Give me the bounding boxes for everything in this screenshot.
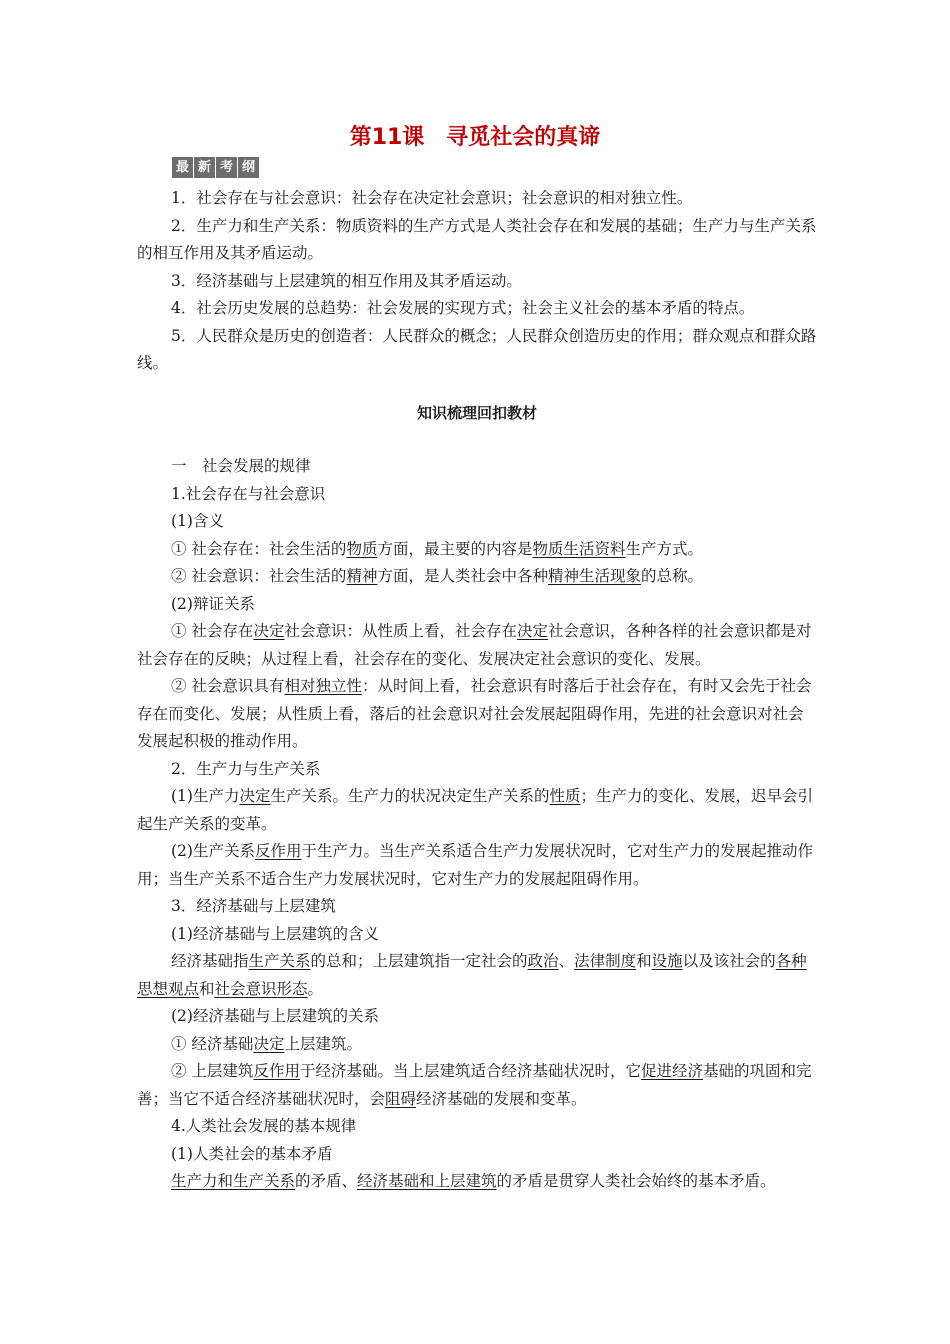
subheading: 4.人类社会发展的基本规律: [171, 1117, 357, 1135]
badge-char: 最: [172, 157, 193, 178]
paragraph: (2)生产关系反作用于生产力。当生产关系适合生产力发展状况时，它对生产力的发展起推动作用；当生产关系不适合生产力发展状况时，它对生产力的发展起阻碍作用。: [137, 842, 813, 888]
subheading: (1)含义: [171, 512, 224, 530]
subheading: 3．经济基础与上层建筑: [171, 897, 336, 915]
badge-char: 考: [216, 157, 237, 178]
answer-blank: 性质: [549, 787, 581, 805]
subheading: (1)经济基础与上层建筑的含义: [171, 924, 379, 943]
badge-char: 新: [194, 157, 215, 178]
subheading: (2)辩证关系: [171, 594, 255, 613]
answer-blank: 生产关系: [248, 952, 311, 970]
answer-blank: 物质生活资料: [532, 539, 626, 558]
outline-item: 3．经济基础与上层建筑的相互作用及其矛盾运动。: [171, 271, 522, 290]
answer-blank: 决定: [253, 1034, 285, 1053]
outline-item: 5．人民群众是历史的创造者：人民群众的概念；人民群众创造历史的作用；群众观点和群众路线。: [137, 326, 817, 372]
outline-item: 1．社会存在与社会意识：社会存在决定社会意识；社会意识的相对独立性。: [171, 189, 693, 207]
answer-blank: 设施: [651, 952, 683, 970]
subheading: 1.社会存在与社会意识: [171, 484, 326, 503]
heading-level1: 一 社会发展的规律: [171, 457, 311, 475]
answer-blank: 精神: [346, 567, 378, 585]
section-title: 知识梳理回扣教材: [416, 403, 537, 422]
answer-blank: 生产力和生产关系: [171, 1172, 296, 1190]
subheading: (2)经济基础与上层建筑的关系: [171, 1007, 379, 1025]
answer-blank: 促进经济: [640, 1062, 703, 1080]
outline-item: 4．社会历史发展的总趋势：社会发展的实现方式；社会主义社会的基本矛盾的特点。: [171, 299, 755, 317]
answer-blank: 决定: [239, 787, 271, 805]
outline-item: 2．生产力和生产关系：物质资料的生产方式是人类社会存在和发展的基础；生产力与生产关系的相互作用及其矛盾运动。: [137, 216, 817, 262]
answer-blank: 法律制度: [574, 952, 637, 970]
answer-blank: 反作用: [254, 842, 302, 860]
paragraph: ② 社会意识：社会生活的精神方面，是人类社会中各种精神生活现象的总称。: [171, 567, 703, 585]
answer-blank: 反作用: [253, 1062, 300, 1080]
answer-blank: 经济基础和上层建筑: [357, 1172, 497, 1190]
answer-blank: 社会意识形态: [214, 979, 308, 998]
paragraph: (1)生产力决定生产关系。生产力的状况决定生产关系的性质；生产力的变化、发展，迟早会引起生产关系的变革。: [137, 787, 814, 833]
answer-blank: 精神生活现象: [547, 567, 641, 585]
answer-blank: 各种思想观点: [137, 952, 807, 998]
answer-blank: 物质: [346, 539, 378, 558]
paragraph: 生产力和生产关系的矛盾、经济基础和上层建筑的矛盾是贯穿人类社会始终的基本矛盾。: [171, 1172, 776, 1190]
subheading: (1)人类社会的基本矛盾: [171, 1144, 333, 1163]
paragraph: ① 经济基础决定上层建筑。: [171, 1034, 362, 1053]
page-title: 第11课 寻觅社会的真谛: [349, 125, 601, 150]
exam-outline-badge: [172, 157, 260, 178]
paragraph: ① 社会存在：社会生活的物质方面，最主要的内容是物质生活资料生产方式。: [171, 539, 703, 558]
badge-char: 纲: [238, 157, 259, 178]
paragraph: 经济基础指生产关系的总和；上层建筑指一定社会的政治、法律制度和设施以及该社会的各种思想观点和社会意识形态。: [137, 952, 807, 998]
answer-blank: 政治: [527, 952, 559, 970]
answer-blank: 阻碍: [385, 1089, 417, 1108]
document-body: [137, 185, 817, 1196]
paragraph: ② 上层建筑反作用于经济基础。当上层建筑适合经济基础状况时，它促进经济基础的巩固和完善；当它不适合经济基础状况时，会阻碍经济基础的发展和变革。: [137, 1062, 812, 1108]
answer-blank: 相对独立性: [284, 677, 362, 695]
paragraph: ② 社会意识具有相对独立性：从时间上看，社会意识有时落后于社会存在，有时又会先于社会存在而变化、发展；从性质上看，落后的社会意识对社会发展起阻碍作用，先进的社会意识对社会发展起积极的推动作用。: [137, 677, 812, 750]
answer-blank: 决定: [253, 622, 285, 640]
paragraph: ① 社会存在决定社会意识：从性质上看，社会存在决定社会意识，各种各样的社会意识都是对社会存在的反映；从过程上看，社会存在的变化、发展决定社会意识的变化、发展。: [137, 622, 812, 668]
answer-blank: 决定: [516, 622, 548, 640]
subheading: 2．生产力与生产关系: [171, 759, 321, 778]
